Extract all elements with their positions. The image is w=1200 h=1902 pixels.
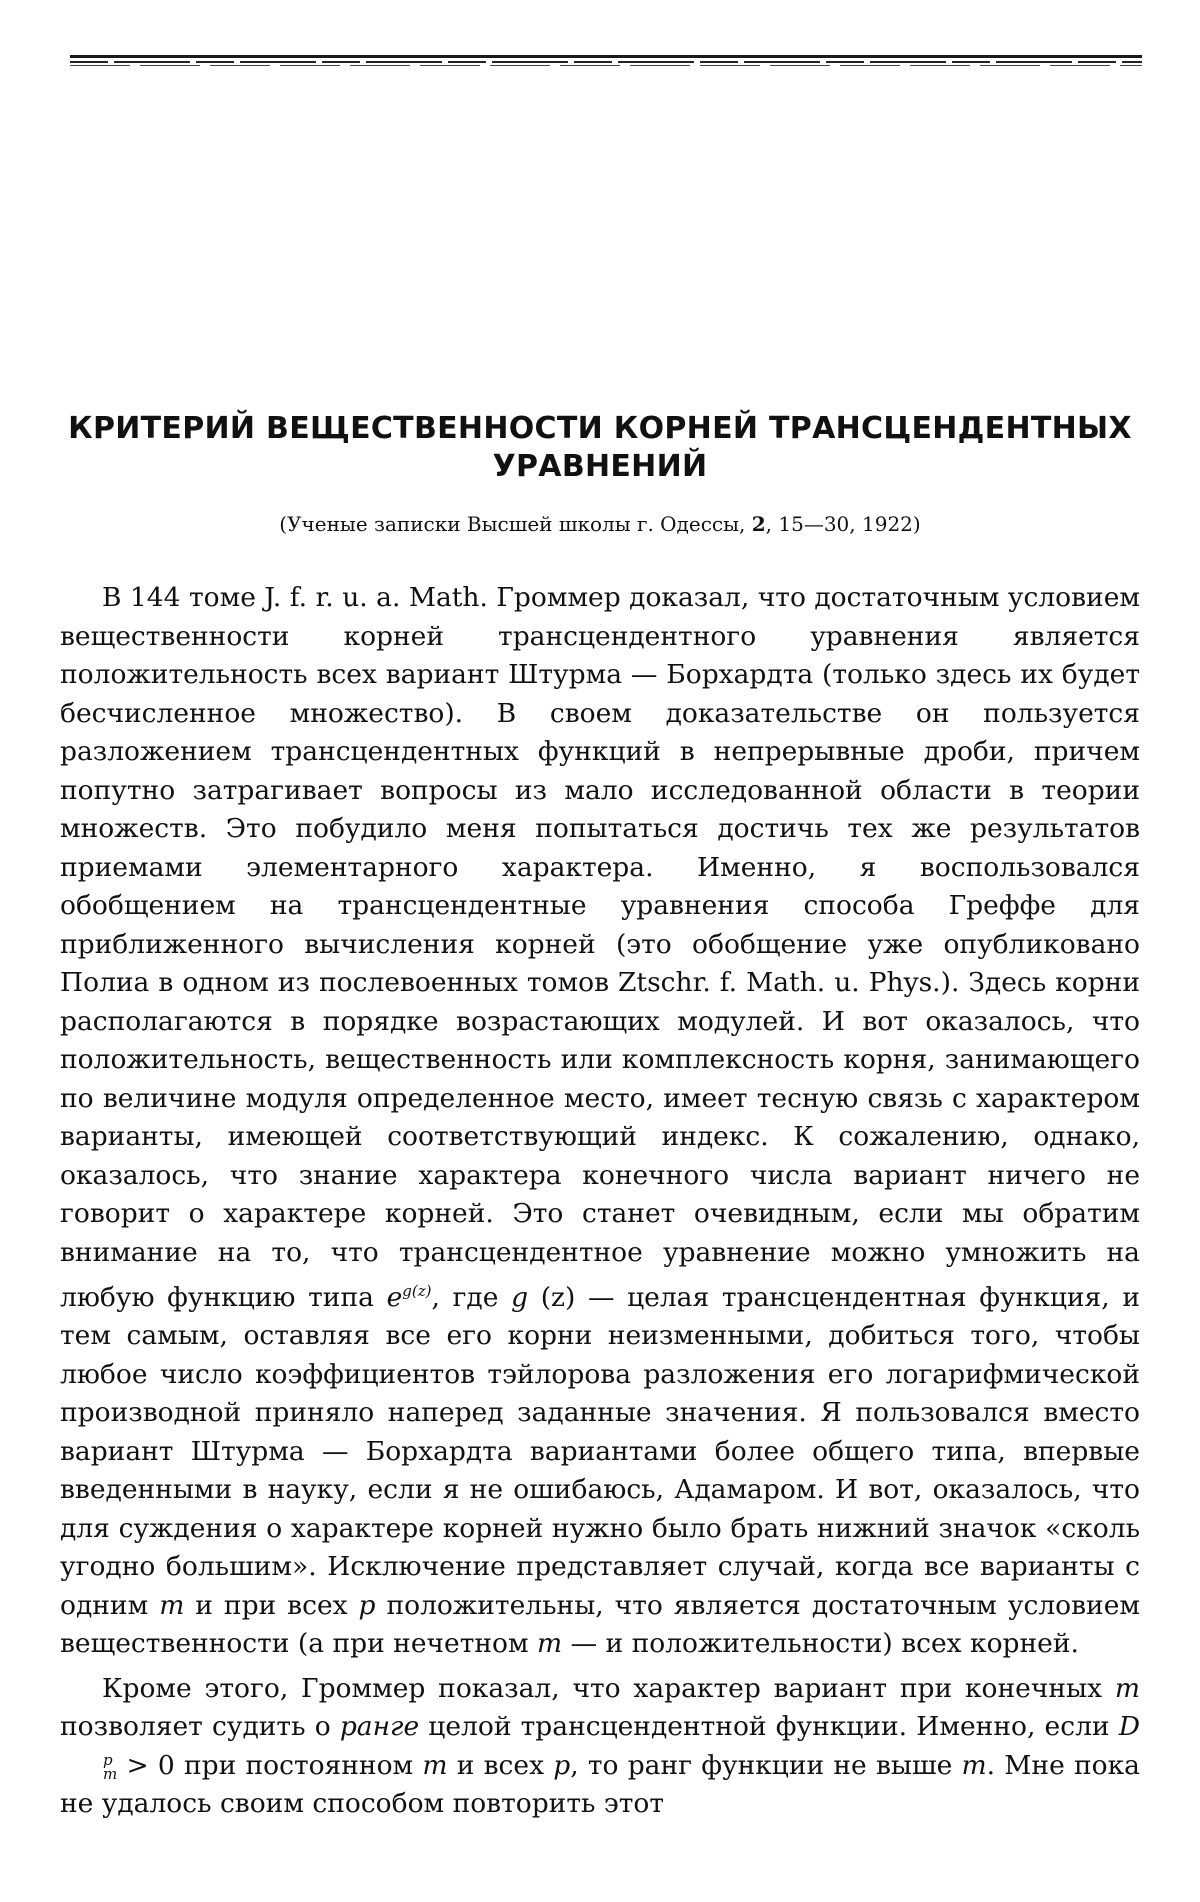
formula-g: g <box>511 1281 529 1313</box>
emphasis-rang: ранге <box>339 1711 420 1743</box>
text-run: целой трансцендентной функции. Именно, если <box>419 1711 1119 1743</box>
formula-D-superscript: p <box>103 1750 113 1769</box>
paragraph-1 <box>60 579 1140 1664</box>
formula-g-arg: (z) <box>528 1281 576 1313</box>
var-m: m <box>1114 1672 1140 1704</box>
formula-exp <box>387 1282 432 1313</box>
top-rule-line <box>70 65 1142 66</box>
title-line-1: КРИТЕРИЙ ВЕЩЕСТВЕННОСТИ КОРНЕЙ ТРАНСЦЕНДЕНТНЫХ <box>68 411 1132 446</box>
text-run: и при всех <box>184 1589 359 1621</box>
top-rule-line <box>70 55 1142 58</box>
var-p: p <box>553 1749 571 1781</box>
paragraph-2 <box>60 1670 1140 1824</box>
text-run: В 144 томе J. f. r. u. a. Math. Громмер доказал, что достаточным условием вещественности корней трансцендентного уравнения является положительность всех вариант Штурма — Борхардта (только здесь их будет бесчисленное множество). В своем доказательстве он пользуется разложением трансцендентных функций в непрерывные дроби, причем попутно затрагивает вопросы из мало исследованной области в теории множеств. Это побудило меня попытаться достичь тех же результатов приемами элементарного характера. Именно, я воспользовался обобщением на трансцендентные уравнения способа Греффе для приближенного вычисления корней (это обобщение уже опубликовано Полиа в одном из послевоенных томов Ztschr. f. Math. u. Phys.). Здесь корни располагаются в порядке возрастающих модулей. И вот оказалось, что положительность, вещественность или комплексность корня, занимающего по величине модуля определенное место, имеет тесную связь с характером варианты, имеющей соответствующий индекс. К сожалению, однако, оказалось, что знание характера конечного числа вариант ничего не говорит о характере корней. Это станет очевидным, если мы обратим внимание на то, что трансцендентное уравнение можно умножить на любую функцию типа <box>60 582 1140 1313</box>
formula-gt-zero: > 0 <box>117 1749 175 1781</box>
var-m: m <box>961 1749 987 1781</box>
text-run: — целая трансцендентная функция, и тем самым, оставляя все его корни неизменными, добиться того, чтобы любое число коэффициентов тэйлорова разложения его логарифмической производной приняло наперед заданные значения. Я пользовался вместо вариант Штурма — Борхардта вариантами более общего типа, впервые введенными в науку, если я не ошибаюсь, Адамаром. И вот, оказалось, что для суждения о характере корней нужно было брать нижний значок «сколь угодно большим». Исключение представляет случай, когда все варианты с одним <box>60 1281 1140 1621</box>
top-rule-line <box>70 61 1142 63</box>
var-p: p <box>358 1589 376 1621</box>
formula-D-base: D <box>1118 1711 1140 1743</box>
formula-superscript: g(z) <box>402 1282 432 1300</box>
text-run: положительны, что является достаточным условием вещественности (а при нечетном <box>60 1589 1140 1660</box>
text-run: и всех <box>447 1749 554 1781</box>
var-m: m <box>537 1628 563 1660</box>
source-prefix: (Ученые записки Высшей школы г. Одессы, <box>279 512 752 536</box>
title-line-2: УРАВНЕНИЙ <box>492 449 708 484</box>
article-title <box>60 410 1140 486</box>
text-run: позволяет судить о <box>60 1711 340 1743</box>
formula-D-subscript: m <box>103 1764 118 1783</box>
article-body <box>60 579 1140 1824</box>
text-run: — и положительности) всех корней. <box>562 1628 1079 1660</box>
text-run: при постоянном <box>174 1749 423 1781</box>
source-volume: 2 <box>751 512 766 536</box>
text-run: , где <box>431 1281 512 1313</box>
text-run: Кроме этого, Громмер показал, что характер вариант при конечных <box>102 1672 1115 1704</box>
var-m: m <box>159 1589 185 1621</box>
top-rule-divider <box>70 55 1142 69</box>
text-run: . Мне пока не удалось своим способом повторить этот <box>60 1749 1140 1820</box>
source-citation <box>60 510 1140 538</box>
text-run: , то ранг функции не выше <box>570 1749 962 1781</box>
source-suffix: , 15—30, 1922) <box>765 512 921 536</box>
var-m: m <box>422 1749 448 1781</box>
formula-base: e <box>386 1281 403 1313</box>
